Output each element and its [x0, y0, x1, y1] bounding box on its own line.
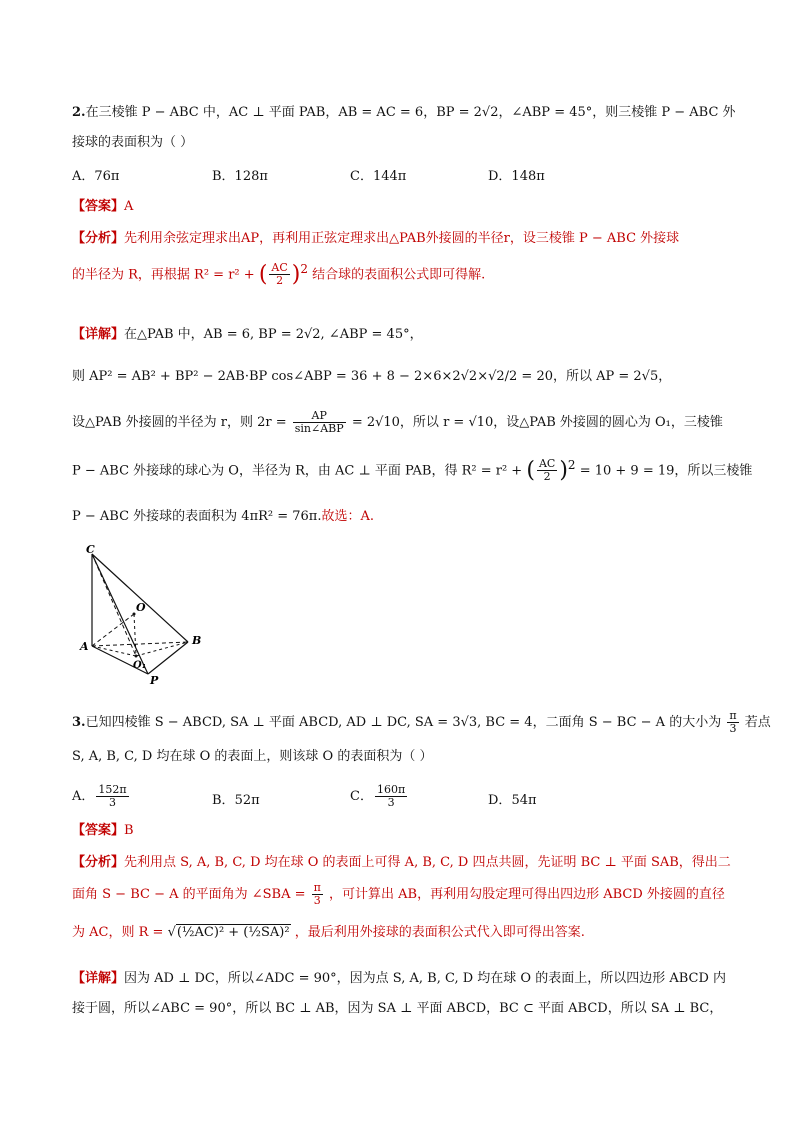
q2-analysis-fraction — [269, 262, 289, 287]
q3-stem-text-1a: 已知四棱锥 S − ABCD, SA ⊥ 平面 ABCD, AD ⊥ DC, SA = 3√3, BC = 4，二面角 S − BC − A 的大小为 — [85, 715, 722, 731]
q2-detail-text-4a: P − ABC 外接球的球心为 O，半径为 R，由 AC ⊥ 平面 PAB，得 R² = r² + — [72, 463, 523, 479]
q3-detail-text-1: 因为 AD ⊥ DC，所以∠ADC = 90°，因为点 S, A, B, C, D 均在球 O 的表面上，所以四边形 ABCD 内 — [124, 971, 727, 986]
q3-option-d-letter: D． — [488, 793, 512, 808]
q2-answer-value: A — [124, 199, 134, 214]
q2-analysis-line1 — [72, 230, 679, 248]
line-o-o1-dashed — [134, 614, 136, 656]
line-a-o1-dashed — [92, 646, 136, 656]
label-b: B — [192, 634, 202, 647]
q2-detail-line4: P − ABC 外接球的球心为 O，半径为 R，由 AC ⊥ 平面 PAB，得 R² = r² + ( $\frac{AC}{2}$ )$^2$ = 10 + 9 = 19，所以三棱锥 — [72, 457, 753, 484]
q3-number: 3. — [72, 715, 86, 731]
pyramid-figure — [78, 544, 218, 686]
q2-detail-text-4b: = 10 + 9 = 19，所以三棱锥 — [579, 463, 753, 479]
q3-detail-line1 — [72, 970, 726, 988]
q3-analysis-fraction — [312, 882, 323, 907]
q3-option-a — [72, 784, 131, 809]
q2-detail-fraction — [293, 410, 346, 435]
q2-detail-line1 — [72, 326, 423, 344]
q3-answer — [72, 822, 134, 840]
label-o1: O₁ — [133, 660, 147, 671]
q3-option-c-num: 160π — [376, 783, 406, 796]
q3-option-c-den: 3 — [387, 796, 395, 810]
q3-detail-tag: 【详解】 — [72, 971, 125, 986]
q3-analysis-text-3b: ，最后利用外接球的表面积公式代入即可得出答案. — [294, 925, 585, 940]
point-o1 — [135, 655, 138, 658]
q2-detail-frac2-num: AC — [538, 457, 556, 471]
q3-option-d — [488, 792, 537, 810]
q3-option-b-letter: B． — [212, 793, 235, 808]
q3-stem-line1 — [72, 710, 771, 735]
q2-number: 2. — [72, 105, 86, 120]
q2-detail-text-1: 在△PAB 中，AB = 6, BP = 2√2, ∠ABP = 45°， — [124, 327, 423, 342]
q2-option-d: D．148π — [488, 169, 545, 184]
q3-option-c — [350, 784, 409, 809]
q2-answer-tag: 【答案】 — [72, 199, 125, 214]
edge-pb — [148, 642, 188, 674]
q2-analysis-frac-num: AC — [271, 261, 288, 275]
q3-stem-line2: S, A, B, C, D 均在球 O 的表面上，则该球 O 的表面积为（ ） — [72, 749, 433, 764]
q2-analysis-text-1: 先利用余弦定理求出AP，再利用正弦定理求出△PAB外接圆的半径r，设三棱锥 P − ABC 外接球 — [124, 231, 680, 246]
q2-detail-text-3b: = 2√10，所以 r = √10，设△PAB 外接圆的圆心为 O₁，三棱锥 — [351, 415, 723, 431]
q3-analysis-radicand: (½AC)² + (½SA)² — [176, 925, 290, 940]
label-c: C — [86, 544, 95, 556]
q2-detail-line5 — [72, 508, 374, 526]
label-a: A — [80, 640, 89, 653]
q3-analysis-frac-den: 3 — [313, 894, 321, 908]
q2-answer — [72, 198, 133, 216]
q2-detail-fraction-2 — [537, 458, 557, 483]
q3-analysis-line2 — [72, 882, 725, 907]
q3-option-a-den: 3 — [109, 796, 116, 810]
edge-cb — [92, 554, 188, 642]
q3-analysis-tag: 【分析】 — [72, 855, 125, 870]
q3-analysis-frac-num: π — [313, 881, 321, 894]
q2-detail-tag: 【详解】 — [72, 327, 125, 342]
q3-option-a-num: 152π — [98, 783, 127, 796]
q2-detail-frac-den: sin∠ABP — [294, 422, 344, 436]
q3-analysis-text-3a: 为 AC，则 R = — [72, 925, 164, 940]
q2-stem-line1 — [72, 104, 736, 122]
q2-detail-text-3a: 设△PAB 外接圆的半径为 r，则 2r = — [72, 415, 287, 431]
q2-option-a: A．76π — [72, 169, 120, 184]
q2-detail-line3 — [72, 410, 723, 435]
q2-detail-text-5a: P − ABC 外接球的表面积为 4πR² = 76π. — [72, 509, 322, 524]
q2-analysis-tag: 【分析】 — [72, 231, 125, 246]
q3-analysis-text-1: 先利用点 S, A, B, C, D 均在球 O 的表面上可得 A, B, C, D 四点共圆，先证明 BC ⊥ 平面 SAB，得出二 — [124, 855, 731, 870]
q2-detail-frac-num: AP — [293, 410, 346, 423]
q3-option-a-letter: A． — [72, 789, 95, 805]
q3-analysis-text-2a: 面角 S − BC − A 的平面角为 ∠SBA = — [72, 887, 306, 903]
q2-analysis-text-2a: 的半径为 R，再根据 R² = r² + — [72, 267, 255, 283]
q3-answer-value: B — [124, 823, 134, 838]
q3-analysis-line1 — [72, 854, 731, 872]
edge-ab-dashed — [92, 642, 188, 646]
q2-option-c: C．144π — [350, 169, 407, 184]
q3-stem-fraction — [727, 710, 738, 735]
q3-analysis-text-2b: ，可计算出 AB，再利用勾股定理可得出四边形 ABCD 外接圆的直径 — [329, 887, 725, 903]
q2-analysis-text-2b: 结合球的表面积公式即可得解. — [312, 267, 486, 283]
q3-stem-frac-den: 3 — [729, 722, 737, 736]
q3-analysis-line3: 为 AC，则 R = √(½AC)² + (½SA)² ，最后利用外接球的表面积公式代入即可得出答案. — [72, 925, 585, 940]
q3-option-c-fraction — [375, 784, 407, 809]
q3-option-a-fraction — [96, 784, 128, 809]
q2-stem-text-1: 在三棱锥 P − ABC 中，AC ⊥ 平面 PAB，AB = AC = 6，BP = 2√2，∠ABP = 45°，则三棱锥 P − ABC 外 — [85, 105, 736, 120]
q2-detail-frac2-den: 2 — [543, 470, 551, 484]
q3-answer-tag: 【答案】 — [72, 823, 125, 838]
q3-option-b-text: 52π — [234, 793, 260, 808]
q2-analysis-line2: 的半径为 R，再根据 R² = r² + ( $\frac{AC}{2}$ )$^2$ 结合球的表面积公式即可得解. — [72, 261, 486, 288]
q3-option-b — [212, 792, 260, 810]
q3-option-c-letter: C． — [350, 789, 373, 805]
q2-detail-text-5b: 故选：A. — [321, 509, 375, 524]
q3-detail-line2: 接于圆，所以∠ABC = 90°，所以 BC ⊥ AB，因为 SA ⊥ 平面 ABCD，BC ⊂ 平面 ABCD，所以 SA ⊥ BC， — [72, 1001, 723, 1016]
q2-option-b: B．128π — [212, 169, 268, 184]
label-o: O — [136, 601, 146, 614]
edge-cp — [92, 554, 148, 674]
q2-stem-line2: 接球的表面积为（ ） — [72, 135, 194, 150]
q2-analysis-frac-den: 2 — [276, 274, 284, 288]
q3-option-d-text: 54π — [511, 793, 537, 808]
q3-stem-text-1b: 若点 — [744, 715, 771, 731]
label-p: P — [150, 674, 159, 686]
q3-stem-frac-num: π — [729, 709, 737, 722]
q2-detail-line2: 则 AP² = AB² + BP² − 2AB·BP cos∠ABP = 36 + 8 − 2×6×2√2×√2/2 = 20，所以 AP = 2√5， — [72, 369, 672, 384]
